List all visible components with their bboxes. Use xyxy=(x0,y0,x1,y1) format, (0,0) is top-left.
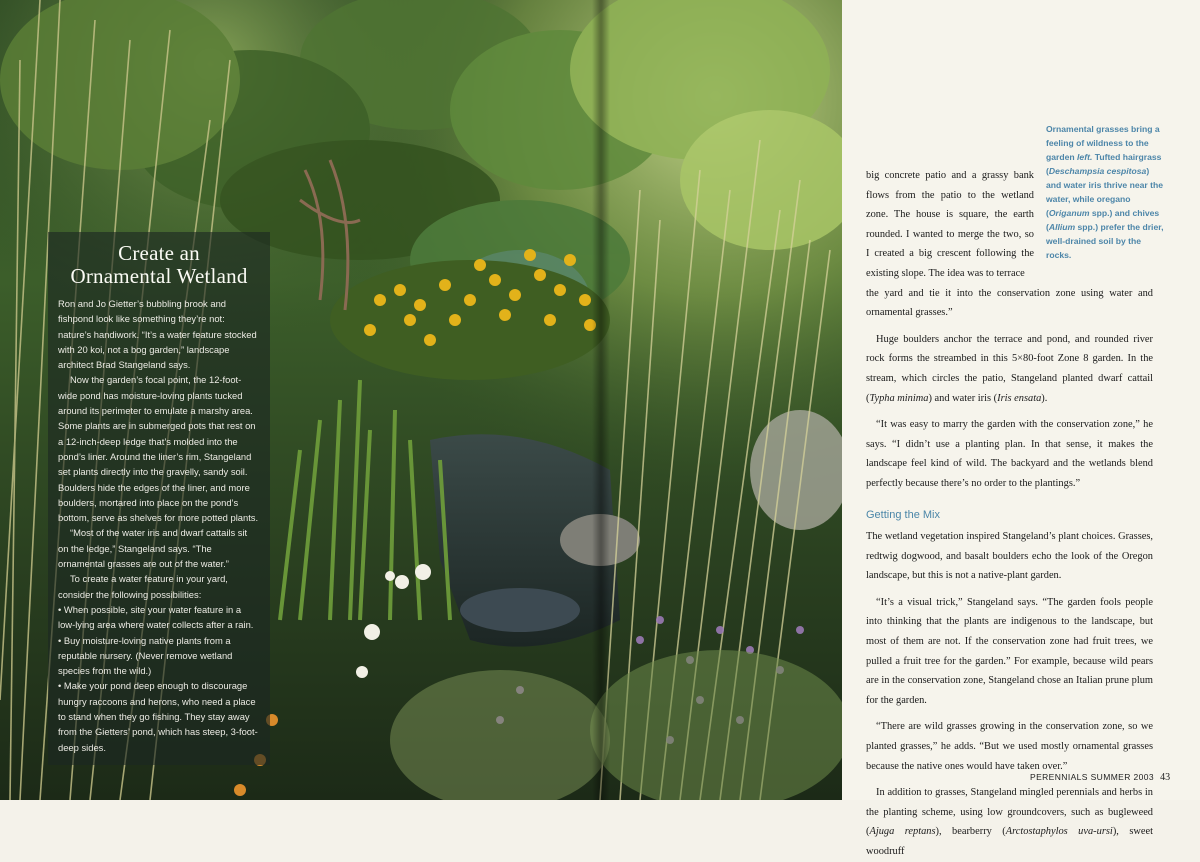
caption-text: spp.) and chives ( xyxy=(1046,208,1160,232)
caption-latin-name: Origanum xyxy=(1048,208,1090,218)
page-footer xyxy=(1030,772,1170,783)
sidebar-bullet: • Make your pond deep enough to discourage hungry raccoons and herons, who need a place to stand when they go fishing. They stay away from the Gietters’ pond, which has steep, 3-foot-deep sides. xyxy=(58,680,258,753)
article-text: ). xyxy=(1041,392,1048,404)
section-subhead: Getting the Mix xyxy=(866,508,940,521)
article-paragraph xyxy=(866,783,1153,861)
article-text: In addition to grasses, Stangeland mingled perennials and herbs in the planting scheme, using low groundcovers, such as bugleweed ( xyxy=(866,787,1153,838)
article-text: ), bearberry ( xyxy=(935,826,1006,838)
sidebar-paragraph: Now the garden’s focal point, the 12-foot-wide pond has moisture-loving plants tucked around its perimeter to emulate a marshy area. Some plants are in submerged pots that rest on a 12-inch-deep ledge that’s molded into the pond’s liner. Around the liner’s rim, Stangeland set plants directly into the gravelly, sandy soil. Boulders hide the edges of the liner, and more boulders, mortared into place on the pond’s bottom, serve as shelves for more potted plants. xyxy=(58,374,259,524)
sidebar-title xyxy=(58,242,260,288)
caption-text: Ornamental grasses bring a feeling of wildness to the garden xyxy=(1046,124,1160,162)
latin-name: Iris ensata xyxy=(997,392,1042,404)
sidebar-bullet: • When possible, site your water feature in a low-lying area where water collects after a rain. xyxy=(58,603,254,631)
caption-latin-name: Allium xyxy=(1048,222,1076,232)
sidebar-title-line1: Create an xyxy=(118,241,200,265)
sidebar-paragraph: To create a water feature in your yard, consider the following possibilities: xyxy=(58,573,228,600)
article-paragraph xyxy=(866,330,1153,408)
sidebar-paragraph: Ron and Jo Gietter’s bubbling brook and fishpond look like something they’re not: nature’s handiwork. “It’s a water feature stocked with 20 koi, not a bog garden,” landscape architect Brad Stangeland says. xyxy=(58,298,257,371)
article-paragraph: the yard and tie it into the conservation zone using water and ornamental grasses.” xyxy=(866,287,1153,319)
caption-text: ) and water iris thrive near the water, while oregano ( xyxy=(1046,166,1164,218)
sidebar-bullet: • Buy moisture-loving native plants from a reputable nursery. (Never remove wetland species from the wild.) xyxy=(58,634,233,677)
article-paragraph: “It’s a visual trick,” Stangeland says. “The garden fools people into thinking that the plants are indigenous to the landscape, but most of them are not. If the conservation zone had fruit trees, we pulled a fruit tree for the garden.” For example, because wild pears are in the conservation zone, Stangeland chose an Italian prune plum for the garden. xyxy=(866,596,1153,706)
latin-name: Ajuga reptans xyxy=(869,826,936,838)
sidebar-box xyxy=(48,232,270,765)
caption-latin-name: Deschampsia cespitosa xyxy=(1048,166,1147,176)
page-gutter xyxy=(592,0,610,800)
caption-text: spp.) prefer the drier, well-drained soil by the rocks. xyxy=(1046,222,1164,260)
caption-text: Tufted hairgrass ( xyxy=(1046,152,1162,176)
article-body xyxy=(866,166,1153,862)
page-number: 43 xyxy=(1160,772,1171,783)
article-text: Huge boulders anchor the terrace and pond, and rounded river rock forms the streambed in this 5×80-foot Zone 8 garden. In the stream, which circles the patio, Stangeland planted dwarf cattail ( xyxy=(866,333,1153,404)
sidebar-title-line2: Ornamental Wetland xyxy=(70,264,248,288)
article-paragraph: big concrete patio and a grassy bank flows from the patio to the wetland zone. The house is square, the earth rounded. I wanted to merge the two, so I created a big crescent following the existing slope. The idea was to terrace xyxy=(866,170,1034,279)
latin-name: Arctostaphylos uva-ursi xyxy=(1005,826,1113,838)
magazine-issue: PERENNIALS SUMMER 2003 xyxy=(1030,772,1155,782)
caption-text: left. xyxy=(1077,152,1093,162)
article-paragraph: “There are wild grasses growing in the conservation zone, so we planted grasses,” he adds. “But we used mostly ornamental grasses because the native ones would have taken over.” xyxy=(866,721,1153,772)
article-paragraph: “It was easy to marry the garden with the conservation zone,” he says. “I didn’t use a planting plan. In that sense, it makes the landscape feel kind of wild. The backyard and the wetlands blend perfectly because there’s no order to the plantings.” xyxy=(866,419,1153,489)
sidebar-paragraph: “Most of the water iris and dwarf cattails sit on the ledge,” Stangeland says. “The ornamental grasses are out of the water.” xyxy=(58,527,248,570)
article-text: ), sweet woodruff xyxy=(866,826,1153,857)
latin-name: Typha minima xyxy=(869,392,929,404)
article-text: ) and water iris ( xyxy=(928,392,998,404)
article-paragraph: The wetland vegetation inspired Stangeland’s plant choices. Grasses, redtwig dogwood, and basalt boulders echo the look of the Oregon landscape, but this is not a native-plant garden. xyxy=(866,531,1153,582)
